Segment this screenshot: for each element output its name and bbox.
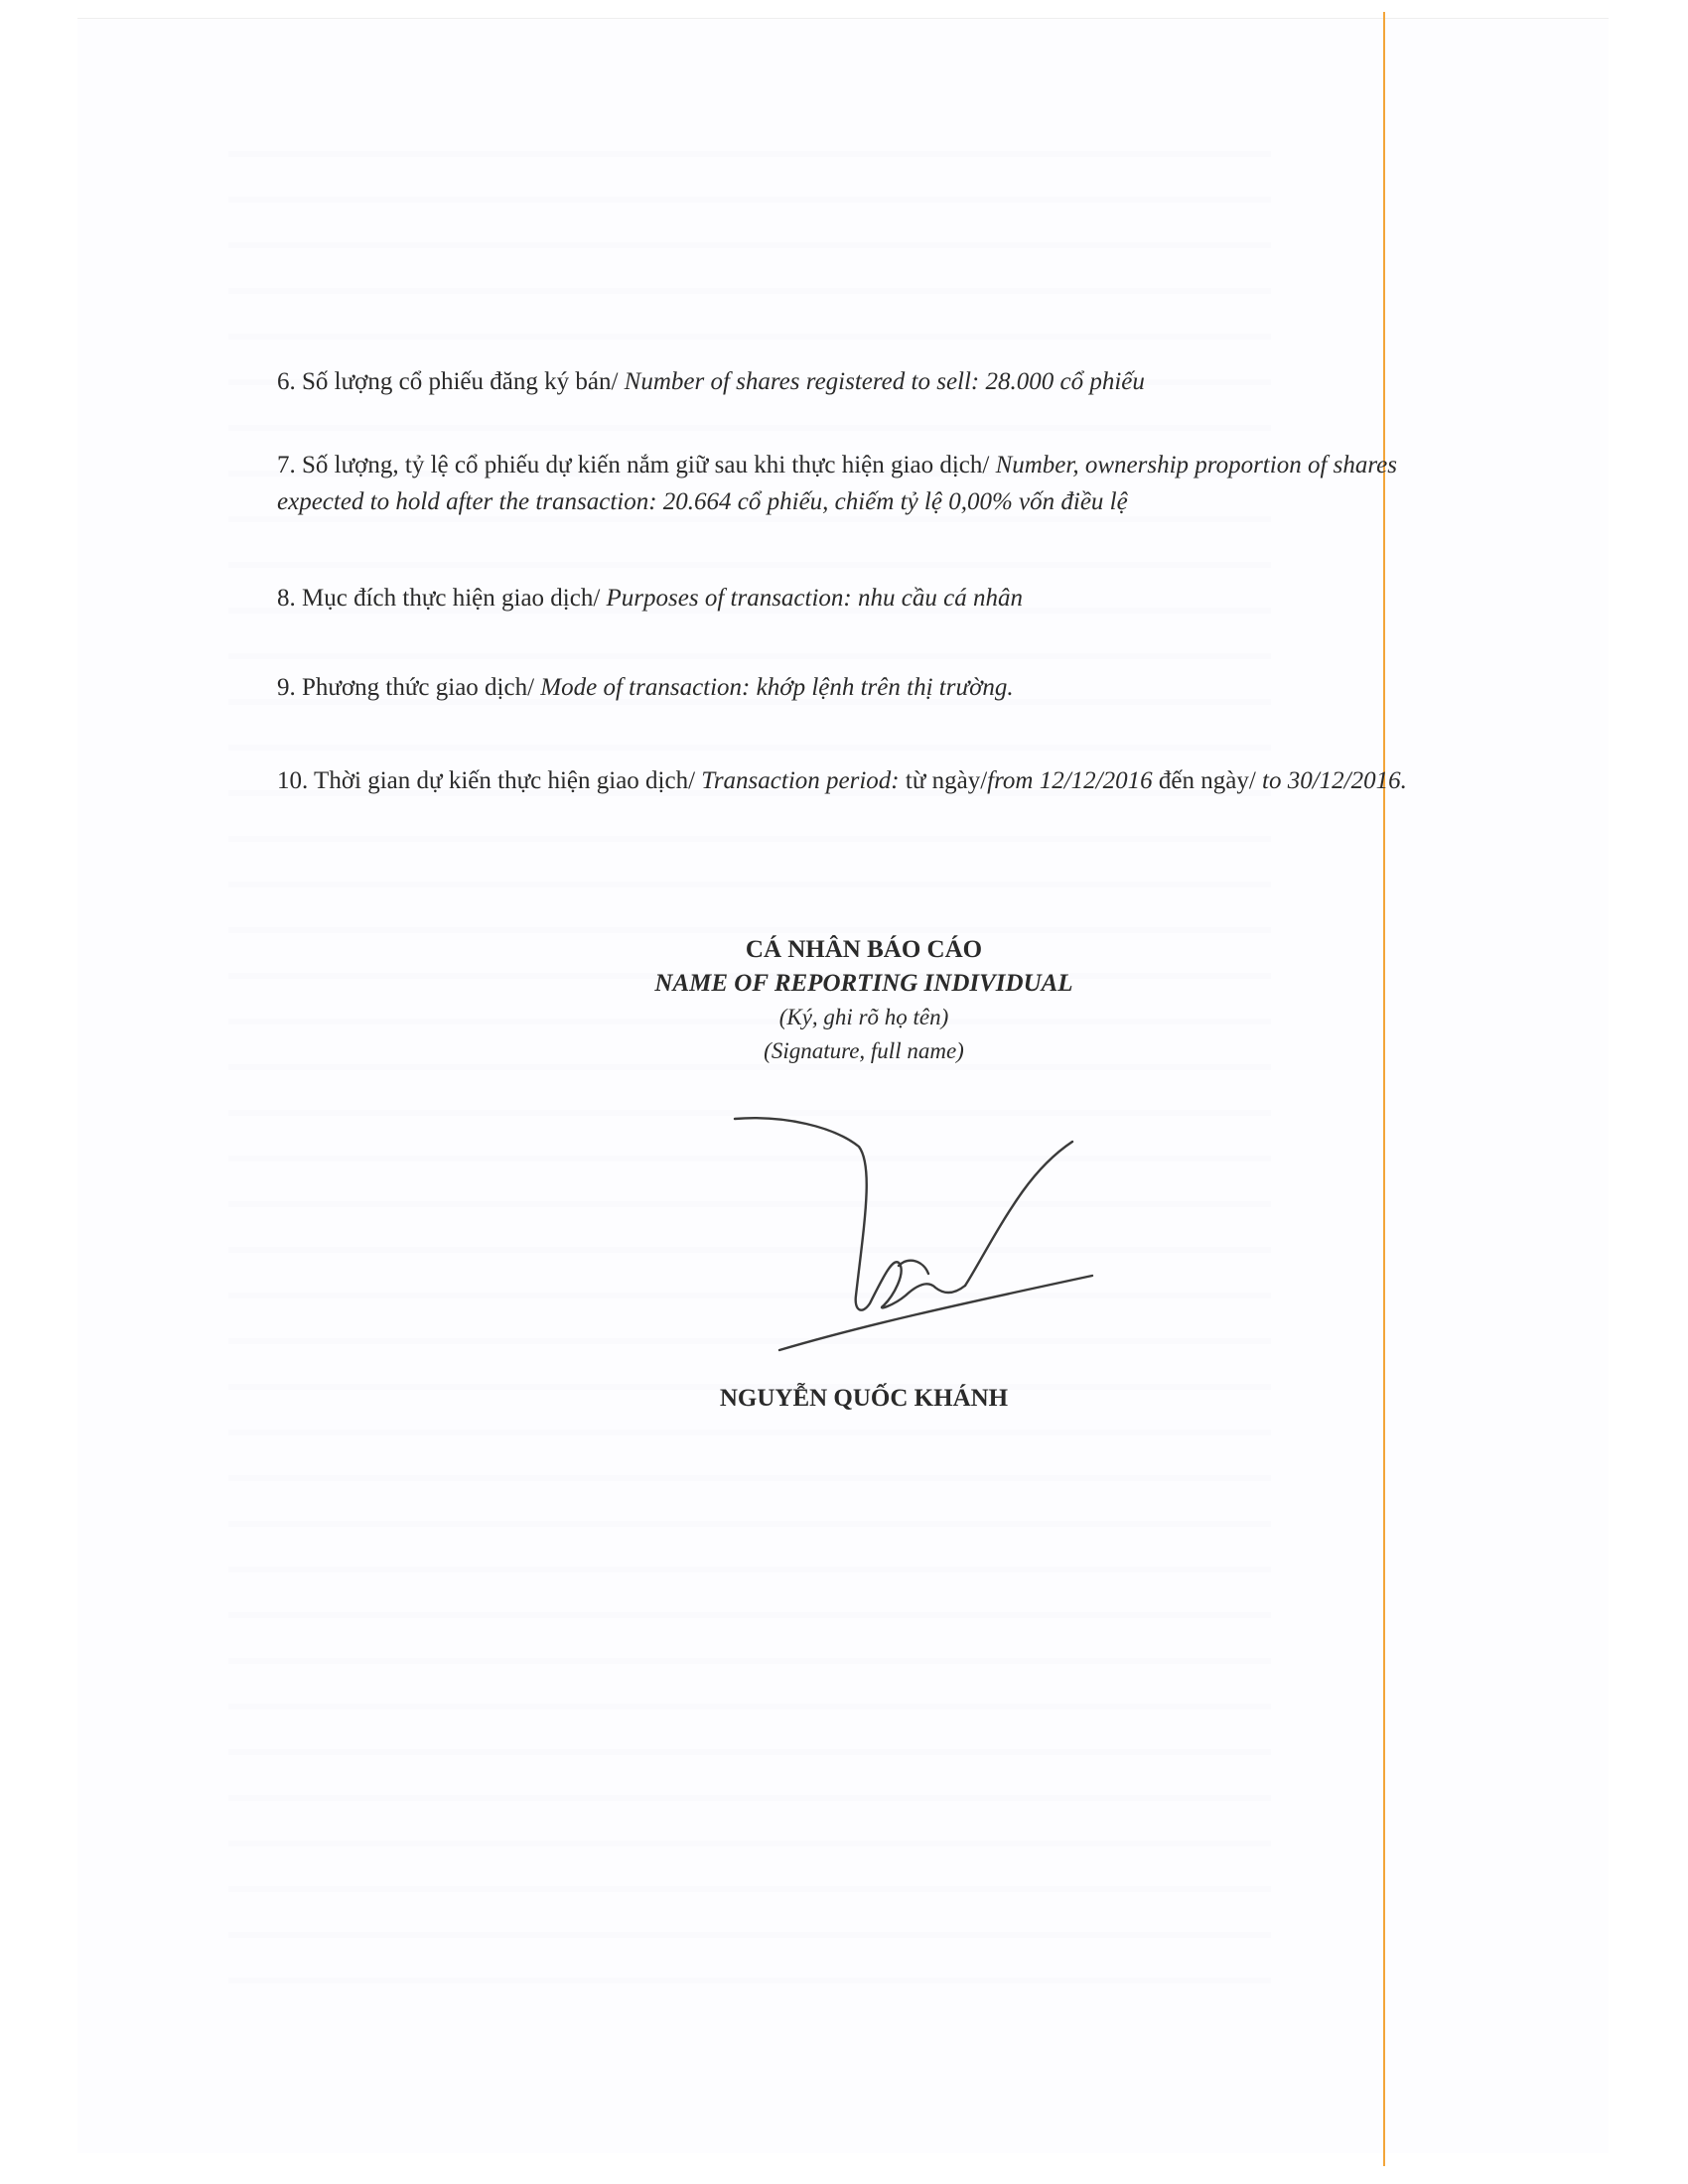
signature-title: CÁ NHÂN BÁO CÁO xyxy=(745,936,983,963)
item-9-en: Mode of transaction: khớp lệnh trên thị trường. xyxy=(540,674,1014,701)
item-10-to-date: to 30/12/2016. xyxy=(1262,767,1407,794)
handwritten-signature xyxy=(725,1107,1102,1355)
item-8-vi: 8. Mục đích thực hiện giao dịch/ xyxy=(277,585,607,612)
signer-name: NGUYỄN QUỐC KHÁNH xyxy=(719,1385,1009,1412)
item-10-en: Transaction period: xyxy=(701,767,900,794)
signature-note-vi: (Ký, ghi rõ họ tên) xyxy=(778,1005,949,1029)
margin-line xyxy=(1383,12,1385,2166)
item-10-from-label: từ ngày/ xyxy=(899,767,988,794)
item-10-to-label: đến ngày/ xyxy=(1152,767,1263,794)
item-10-from-date: from 12/12/2016 xyxy=(987,767,1153,794)
item-10-vi: 10. Thời gian dự kiến thực hiện giao dịch/ xyxy=(277,767,702,794)
item-6 xyxy=(277,363,1459,400)
item-9-vi: 9. Phương thức giao dịch/ xyxy=(277,674,541,701)
item-7-vi: 7. Số lượng, tỷ lệ cổ phiếu dự kiến nắm giữ sau khi thực hiện giao dịch/ xyxy=(277,452,996,478)
item-6-vi: 6. Số lượng cổ phiếu đăng ký bán/ xyxy=(277,368,625,395)
item-8 xyxy=(277,580,1459,616)
item-9 xyxy=(277,669,1459,706)
item-8-en: Purposes of transaction: nhu cầu cá nhân xyxy=(606,585,1023,612)
item-10 xyxy=(277,762,1459,799)
item-7-en: Number, ownership proportion of shares expected to hold after the transaction: 20.664 cổ phiếu, chiếm tỷ lệ 0,00% vốn điều lệ xyxy=(277,452,1397,515)
item-6-en: Number of shares registered to sell: 28.000 cổ phiếu xyxy=(624,368,1145,395)
signature-block xyxy=(596,933,1132,1068)
item-7 xyxy=(277,447,1459,520)
signature-subtitle: NAME OF REPORTING INDIVIDUAL xyxy=(654,970,1073,997)
signature-note-en: (Signature, full name) xyxy=(764,1038,964,1063)
